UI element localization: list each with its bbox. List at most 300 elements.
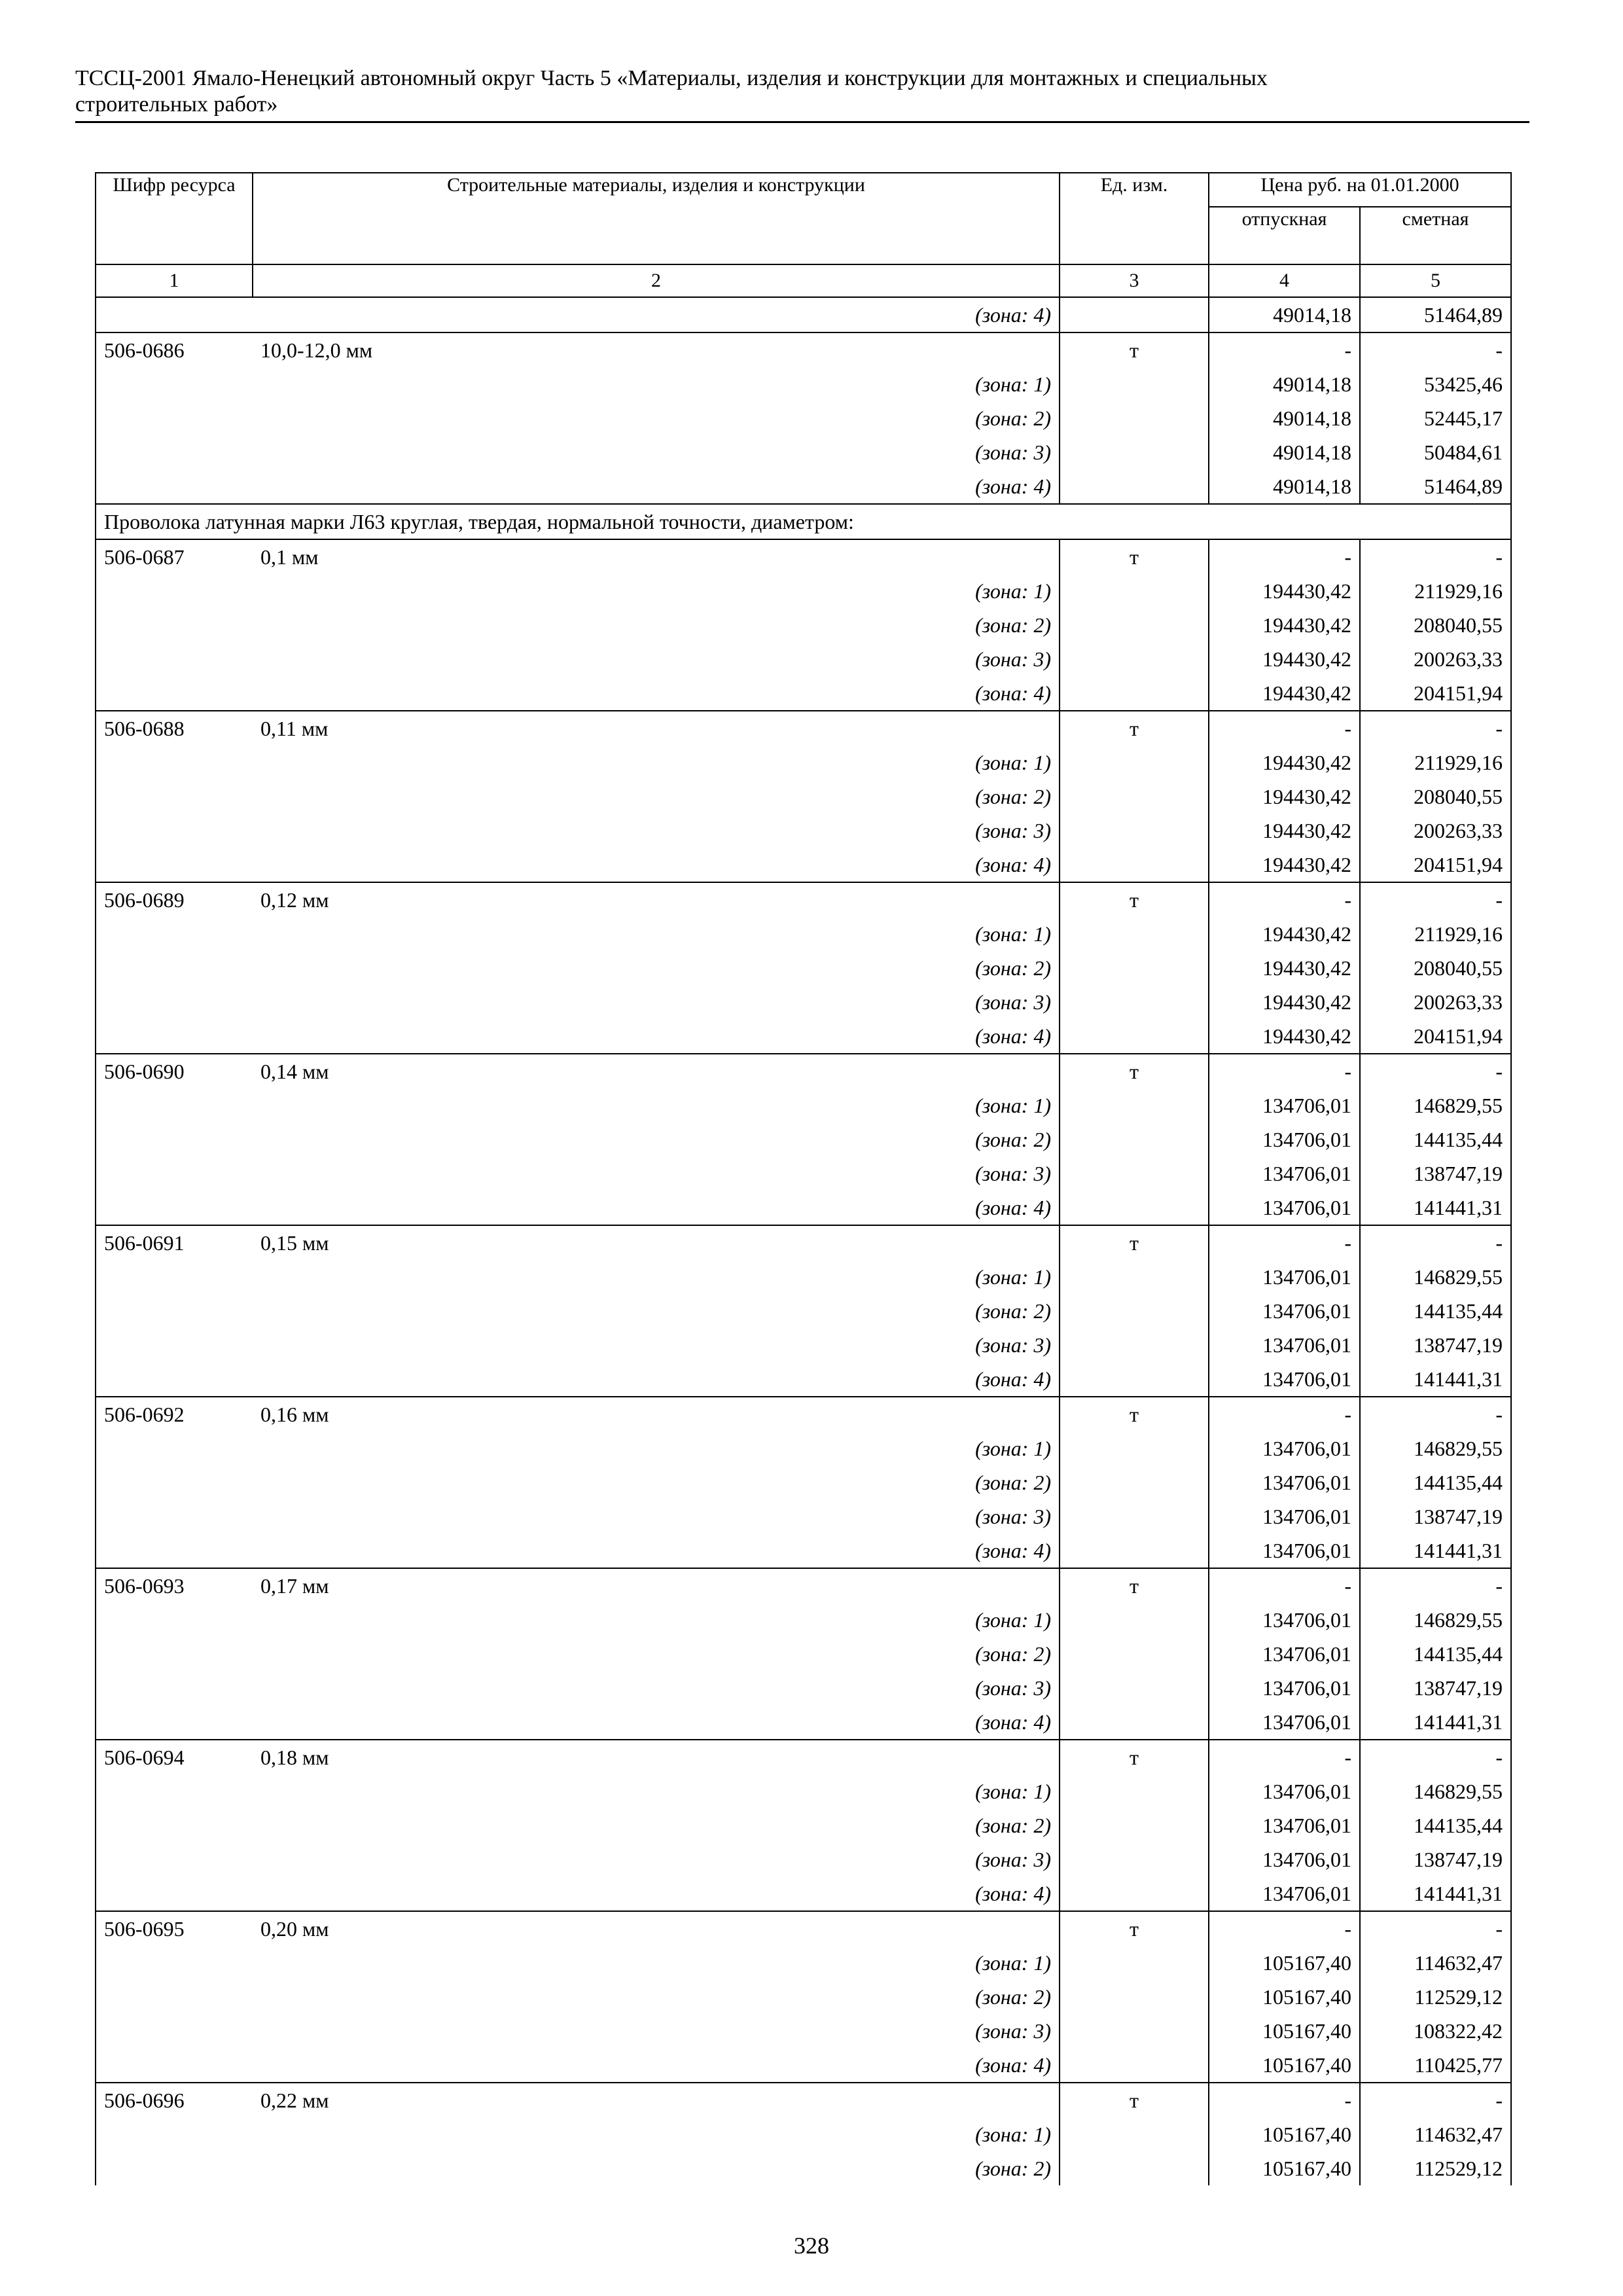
zone-row: [96, 1088, 1511, 1122]
resource-code: [96, 1705, 253, 1740]
resource-code: [96, 1122, 253, 1157]
release-price: -: [1209, 2083, 1360, 2117]
zone-label: (зона: 1): [975, 579, 1051, 603]
estimate-price: 146829,55: [1360, 1260, 1511, 1294]
item-row: [96, 882, 1511, 917]
estimate-price: 211929,16: [1360, 745, 1511, 780]
unit-cell: [1060, 469, 1209, 504]
zone-row: [96, 1946, 1511, 1980]
resource-code: 506-0689: [96, 882, 253, 917]
release-price: -: [1209, 1054, 1360, 1088]
resource-code: [96, 985, 253, 1019]
zone-label: (зона: 2): [975, 1642, 1051, 1666]
estimate-price: 144135,44: [1360, 1637, 1511, 1671]
zone-label: (зона: 1): [975, 922, 1051, 946]
zone-row: [96, 1534, 1511, 1568]
item-name: 10,0-12,0 мм: [253, 332, 1060, 367]
unit-cell: [1060, 1603, 1209, 1637]
resource-code: [96, 1465, 253, 1499]
estimate-price: 200263,33: [1360, 642, 1511, 676]
estimate-price: 211929,16: [1360, 917, 1511, 951]
release-price: 134706,01: [1209, 1534, 1360, 1568]
unit-cell: [1060, 1705, 1209, 1740]
release-price: 134706,01: [1209, 1465, 1360, 1499]
zone-label: (зона: 4): [975, 1539, 1051, 1562]
release-price: 134706,01: [1209, 1431, 1360, 1465]
release-price: 105167,40: [1209, 2048, 1360, 2083]
zone-row: [96, 2014, 1511, 2048]
release-price: 194430,42: [1209, 917, 1360, 951]
unit-cell: [1060, 745, 1209, 780]
unit-cell: т: [1060, 1054, 1209, 1088]
zone-label: (зона: 1): [975, 1437, 1051, 1460]
zone-row: [96, 1842, 1511, 1876]
item-name: 0,18 мм: [253, 1740, 1060, 1774]
zone-row: [96, 951, 1511, 985]
resource-code: [96, 1946, 253, 1980]
release-price: 134706,01: [1209, 1808, 1360, 1842]
zone-label: (зона: 2): [975, 406, 1051, 430]
unit-cell: [1060, 1499, 1209, 1534]
estimate-price: 146829,55: [1360, 1603, 1511, 1637]
unit-cell: [1060, 1671, 1209, 1705]
zone-row: [96, 676, 1511, 711]
zone-label: (зона: 3): [975, 1676, 1051, 1700]
release-price: -: [1209, 1568, 1360, 1603]
unit-cell: [1060, 1431, 1209, 1465]
release-price: 134706,01: [1209, 1842, 1360, 1876]
estimate-price: 208040,55: [1360, 608, 1511, 642]
zone-label: (зона: 3): [975, 2019, 1051, 2043]
estimate-price: 138747,19: [1360, 1842, 1511, 1876]
estimate-price: 108322,42: [1360, 2014, 1511, 2048]
unit-cell: т: [1060, 2083, 1209, 2117]
estimate-price: 114632,47: [1360, 2117, 1511, 2151]
zone-row: [96, 1191, 1511, 1225]
group-heading: Проволока латунная марки Л63 круглая, твердая, нормальной точности, диаметром:: [96, 504, 1511, 539]
resource-code: [96, 401, 253, 435]
zone-label: (зона: 4): [975, 303, 1051, 327]
zone-label: (зона: 2): [975, 1471, 1051, 1494]
release-price: -: [1209, 711, 1360, 745]
item-row: [96, 1397, 1511, 1431]
resource-code: [96, 469, 253, 504]
zone-label: (зона: 4): [975, 1367, 1051, 1391]
resource-code: 506-0687: [96, 539, 253, 574]
unit-cell: [1060, 1122, 1209, 1157]
zone-row: [96, 435, 1511, 469]
item-row: [96, 1568, 1511, 1603]
release-price: -: [1209, 1397, 1360, 1431]
unit-cell: [1060, 2048, 1209, 2083]
release-price: 134706,01: [1209, 1362, 1360, 1397]
resource-price-table: [95, 172, 1512, 2185]
column-number: 4: [1209, 264, 1360, 297]
zone-label: (зона: 1): [975, 2123, 1051, 2146]
item-row: [96, 711, 1511, 745]
item-row: [96, 1054, 1511, 1088]
resource-code: [96, 1842, 253, 1876]
estimate-price: -: [1360, 2083, 1511, 2117]
release-price: -: [1209, 1911, 1360, 1946]
release-price: -: [1209, 1225, 1360, 1260]
resource-code: [96, 367, 253, 401]
zone-row: [96, 1431, 1511, 1465]
estimate-price: 138747,19: [1360, 1328, 1511, 1362]
unit-cell: [1060, 401, 1209, 435]
estimate-price: 208040,55: [1360, 951, 1511, 985]
table-body: [96, 297, 1511, 2185]
unit-cell: [1060, 2014, 1209, 2048]
zone-row: [96, 401, 1511, 435]
zone-row: [96, 2048, 1511, 2083]
resource-code: 506-0691: [96, 1225, 253, 1260]
estimate-price: 112529,12: [1360, 2151, 1511, 2185]
item-row: [96, 1911, 1511, 1946]
release-price: 134706,01: [1209, 1671, 1360, 1705]
resource-code: [96, 1774, 253, 1808]
estimate-price: 112529,12: [1360, 1980, 1511, 2014]
zone-row: [96, 1328, 1511, 1362]
zone-row: [96, 1603, 1511, 1637]
zone-label: (зона: 2): [975, 1299, 1051, 1323]
unit-cell: [1060, 2151, 1209, 2185]
zone-row: [96, 1260, 1511, 1294]
unit-cell: [1060, 1362, 1209, 1397]
release-price: 194430,42: [1209, 1019, 1360, 1054]
item-name: 0,12 мм: [253, 882, 1060, 917]
release-price: 134706,01: [1209, 1157, 1360, 1191]
zone-row: [96, 780, 1511, 814]
zone-row: [96, 985, 1511, 1019]
item-row: [96, 332, 1511, 367]
estimate-price: 110425,77: [1360, 2048, 1511, 2083]
estimate-price: -: [1360, 1225, 1511, 1260]
unit-cell: т: [1060, 882, 1209, 917]
resource-code: [96, 1191, 253, 1225]
unit-cell: [1060, 1774, 1209, 1808]
resource-code: [96, 1362, 253, 1397]
item-row: [96, 1225, 1511, 1260]
unit-header-text: Ед. изм.: [1100, 174, 1168, 196]
resource-code: 506-0692: [96, 1397, 253, 1431]
resource-code: [96, 1088, 253, 1122]
unit-cell: т: [1060, 539, 1209, 574]
resource-code: [96, 435, 253, 469]
header-line-2: строительных работ»: [75, 92, 278, 117]
estimate-price: 200263,33: [1360, 814, 1511, 848]
resource-code: [96, 297, 253, 332]
zone-label: (зона: 3): [975, 1848, 1051, 1871]
zone-row: [96, 297, 1511, 332]
resource-code: [96, 917, 253, 951]
release-price: 134706,01: [1209, 1088, 1360, 1122]
estimate-price: 144135,44: [1360, 1465, 1511, 1499]
resource-code: [96, 1876, 253, 1911]
estimate-price: 146829,55: [1360, 1774, 1511, 1808]
unit-cell: [1060, 1088, 1209, 1122]
resource-code: [96, 1603, 253, 1637]
page-header: [75, 65, 1528, 118]
resource-code: [96, 1534, 253, 1568]
release-price: 194430,42: [1209, 676, 1360, 711]
unit-cell: [1060, 1808, 1209, 1842]
resource-code: 506-0695: [96, 1911, 253, 1946]
release-price: 194430,42: [1209, 642, 1360, 676]
estimate-price: 141441,31: [1360, 1705, 1511, 1740]
estimate-price: 141441,31: [1360, 1876, 1511, 1911]
unit-cell: [1060, 1842, 1209, 1876]
release-price: 134706,01: [1209, 1328, 1360, 1362]
release-price: 134706,01: [1209, 1705, 1360, 1740]
item-row: [96, 2083, 1511, 2117]
estimate-price: 138747,19: [1360, 1499, 1511, 1534]
unit-cell: т: [1060, 711, 1209, 745]
resource-code: [96, 2014, 253, 2048]
release-price: 194430,42: [1209, 951, 1360, 985]
release-price: 194430,42: [1209, 745, 1360, 780]
column-header-code: Шифр ресурса: [96, 173, 253, 264]
header-line-1: ТССЦ-2001 Ямало-Ненецкий автономный округ Часть 5 «Материалы, изделия и конструкции для монтажных и специальных: [75, 66, 1268, 90]
resource-code: [96, 1499, 253, 1534]
zone-label: (зона: 4): [975, 475, 1051, 498]
item-name: 0,16 мм: [253, 1397, 1060, 1431]
resource-code: [96, 745, 253, 780]
item-name: 0,11 мм: [253, 711, 1060, 745]
zone-label: (зона: 2): [975, 613, 1051, 637]
column-number: 3: [1060, 264, 1209, 297]
unit-cell: [1060, 297, 1209, 332]
zone-label: (зона: 4): [975, 1024, 1051, 1048]
release-price: 194430,42: [1209, 574, 1360, 608]
estimate-price: 204151,94: [1360, 1019, 1511, 1054]
zone-label: (зона: 4): [975, 2053, 1051, 2077]
release-price: 194430,42: [1209, 780, 1360, 814]
estimate-price: 141441,31: [1360, 1534, 1511, 1568]
unit-cell: [1060, 1328, 1209, 1362]
zone-label: (зона: 2): [975, 785, 1051, 808]
unit-cell: т: [1060, 1225, 1209, 1260]
zone-label: (зона: 3): [975, 819, 1051, 842]
zone-row: [96, 848, 1511, 882]
item-name: 0,17 мм: [253, 1568, 1060, 1603]
zone-label: (зона: 3): [975, 647, 1051, 671]
estimate-price: 204151,94: [1360, 676, 1511, 711]
release-price: 134706,01: [1209, 1876, 1360, 1911]
item-name: 0,15 мм: [253, 1225, 1060, 1260]
release-price: 134706,01: [1209, 1294, 1360, 1328]
estimate-price: 138747,19: [1360, 1671, 1511, 1705]
zone-row: [96, 745, 1511, 780]
zone-row: [96, 1705, 1511, 1740]
resource-code: [96, 780, 253, 814]
zone-label: (зона: 1): [975, 372, 1051, 396]
unit-cell: [1060, 1191, 1209, 1225]
resource-code: [96, 676, 253, 711]
zone-label: (зона: 1): [975, 751, 1051, 774]
zone-row: [96, 469, 1511, 504]
zone-label: (зона: 1): [975, 1094, 1051, 1117]
resource-code: 506-0686: [96, 332, 253, 367]
estimate-price: -: [1360, 539, 1511, 574]
resource-code: [96, 1019, 253, 1054]
item-row: [96, 539, 1511, 574]
release-price: 134706,01: [1209, 1499, 1360, 1534]
zone-row: [96, 2151, 1511, 2185]
zone-label: (зона: 1): [975, 1951, 1051, 1975]
estimate-price: 211929,16: [1360, 574, 1511, 608]
estimate-price: 204151,94: [1360, 848, 1511, 882]
release-price: 105167,40: [1209, 2014, 1360, 2048]
zone-row: [96, 2117, 1511, 2151]
item-name: 0,22 мм: [253, 2083, 1060, 2117]
resource-code: [96, 1157, 253, 1191]
zone-row: [96, 1122, 1511, 1157]
resource-code: [96, 814, 253, 848]
zone-label: (зона: 4): [975, 1196, 1051, 1219]
zone-label: (зона: 3): [975, 990, 1051, 1014]
unit-cell: [1060, 1876, 1209, 1911]
column-header-name: Строительные материалы, изделия и конструкции: [253, 173, 1060, 264]
release-price: 134706,01: [1209, 1603, 1360, 1637]
zone-label: (зона: 3): [975, 1333, 1051, 1357]
item-row: [96, 1740, 1511, 1774]
release-price: 49014,18: [1209, 297, 1360, 332]
zone-label: (зона: 4): [975, 853, 1051, 876]
zone-row: [96, 917, 1511, 951]
release-price: 134706,01: [1209, 1191, 1360, 1225]
column-number: 5: [1360, 264, 1511, 297]
resource-code: 506-0694: [96, 1740, 253, 1774]
resource-code: [96, 574, 253, 608]
zone-label: (зона: 1): [975, 1265, 1051, 1289]
estimate-price: 144135,44: [1360, 1808, 1511, 1842]
resource-code: [96, 951, 253, 985]
unit-cell: [1060, 780, 1209, 814]
estimate-price: 141441,31: [1360, 1362, 1511, 1397]
estimate-price: 144135,44: [1360, 1122, 1511, 1157]
zone-label: (зона: 2): [975, 1128, 1051, 1151]
unit-cell: [1060, 1260, 1209, 1294]
release-price: 194430,42: [1209, 608, 1360, 642]
group-heading-row: [96, 504, 1511, 539]
zone-label: (зона: 2): [975, 1814, 1051, 1837]
unit-cell: [1060, 951, 1209, 985]
release-price: 105167,40: [1209, 2117, 1360, 2151]
estimate-price: 51464,89: [1360, 469, 1511, 504]
unit-cell: [1060, 608, 1209, 642]
resource-code: [96, 1637, 253, 1671]
zone-row: [96, 1876, 1511, 1911]
column-header-estimate-price: сметная: [1360, 207, 1511, 264]
unit-cell: [1060, 1465, 1209, 1499]
zone-row: [96, 1808, 1511, 1842]
release-price: 194430,42: [1209, 848, 1360, 882]
estimate-price: 146829,55: [1360, 1431, 1511, 1465]
estimate-price: -: [1360, 711, 1511, 745]
release-price: 49014,18: [1209, 435, 1360, 469]
unit-cell: т: [1060, 1911, 1209, 1946]
release-price: 49014,18: [1209, 367, 1360, 401]
zone-label: (зона: 4): [975, 1882, 1051, 1905]
resource-code: [96, 1260, 253, 1294]
estimate-price: 53425,46: [1360, 367, 1511, 401]
column-header-release-price: отпускная: [1209, 207, 1360, 264]
estimate-price: 141441,31: [1360, 1191, 1511, 1225]
release-price: -: [1209, 539, 1360, 574]
zone-row: [96, 1157, 1511, 1191]
release-price: 49014,18: [1209, 469, 1360, 504]
unit-cell: [1060, 1637, 1209, 1671]
estimate-price: 138747,19: [1360, 1157, 1511, 1191]
estimate-price: -: [1360, 882, 1511, 917]
resource-code: [96, 2151, 253, 2185]
unit-cell: [1060, 1294, 1209, 1328]
resource-code: 506-0696: [96, 2083, 253, 2117]
release-price: -: [1209, 882, 1360, 917]
release-price: 194430,42: [1209, 985, 1360, 1019]
estimate-price: 51464,89: [1360, 297, 1511, 332]
release-price: 134706,01: [1209, 1637, 1360, 1671]
zone-row: [96, 1637, 1511, 1671]
unit-cell: [1060, 1157, 1209, 1191]
column-number: 2: [253, 264, 1060, 297]
estimate-price: 208040,55: [1360, 780, 1511, 814]
estimate-price: -: [1360, 1054, 1511, 1088]
unit-cell: т: [1060, 332, 1209, 367]
estimate-price: -: [1360, 1911, 1511, 1946]
zone-label: (зона: 1): [975, 1608, 1051, 1632]
column-number: 1: [96, 264, 253, 297]
zone-row: [96, 642, 1511, 676]
zone-row: [96, 1465, 1511, 1499]
resource-code: [96, 2117, 253, 2151]
release-price: 194430,42: [1209, 814, 1360, 848]
unit-cell: [1060, 435, 1209, 469]
estimate-price: 146829,55: [1360, 1088, 1511, 1122]
zone-row: [96, 608, 1511, 642]
unit-cell: [1060, 1019, 1209, 1054]
estimate-price: -: [1360, 332, 1511, 367]
column-header-unit: [1060, 173, 1209, 264]
release-price: 105167,40: [1209, 2151, 1360, 2185]
resource-code: [96, 1431, 253, 1465]
page-number: 328: [794, 2233, 829, 2259]
release-price: 105167,40: [1209, 1980, 1360, 2014]
resource-code: 506-0693: [96, 1568, 253, 1603]
resource-code: [96, 642, 253, 676]
header-rule: [75, 121, 1529, 123]
item-name: 0,1 мм: [253, 539, 1060, 574]
unit-cell: т: [1060, 1568, 1209, 1603]
zone-label: (зона: 3): [975, 1505, 1051, 1528]
release-price: 134706,01: [1209, 1122, 1360, 1157]
zone-label: (зона: 3): [975, 1162, 1051, 1185]
estimate-price: -: [1360, 1397, 1511, 1431]
resource-code: [96, 608, 253, 642]
resource-code: [96, 848, 253, 882]
item-name: 0,14 мм: [253, 1054, 1060, 1088]
estimate-price: 144135,44: [1360, 1294, 1511, 1328]
estimate-price: 114632,47: [1360, 1946, 1511, 1980]
zone-label: (зона: 3): [975, 440, 1051, 464]
column-header-price-group: Цена руб. на 01.01.2000: [1209, 173, 1511, 207]
zone-row: [96, 1671, 1511, 1705]
resource-code: [96, 1808, 253, 1842]
item-name: 0,20 мм: [253, 1911, 1060, 1946]
release-price: 49014,18: [1209, 401, 1360, 435]
unit-cell: [1060, 574, 1209, 608]
